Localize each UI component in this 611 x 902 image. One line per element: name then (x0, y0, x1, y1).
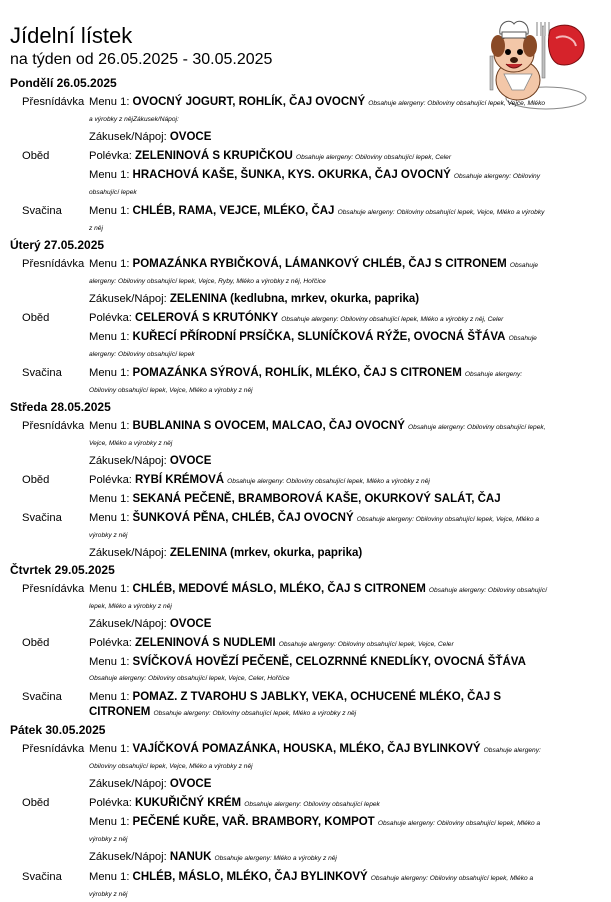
meal-row (0, 742, 611, 792)
dish-name: PEČENÉ KUŘE, VAŘ. BRAMBORY, KOMPOT (132, 816, 375, 828)
meal-name: Svačina (22, 871, 62, 883)
meal-items (89, 149, 547, 200)
meal-row (0, 257, 611, 307)
menu-item (89, 617, 547, 632)
allergen-info: Obsahuje alergeny: Obiloviny obsahující lepek, Celer (295, 154, 452, 161)
day-section (0, 398, 611, 561)
allergen-info: Obsahuje alergeny: Obiloviny obsahující lepek, Mléko a výrobky z něj (89, 875, 534, 898)
week-range: na týden od 26.05.2025 - 30.05.2025 (10, 51, 273, 68)
menu-item (89, 454, 547, 469)
dish-name: CHLÉB, MEDOVÉ MÁSLO, MLÉKO, ČAJ S CITRONEM (132, 583, 426, 595)
dish-name: POMAZ. Z TVAROHU S JABLKY, VEKA, OCHUCENÉ MLÉKO, ČAJ S CITRONEM (89, 691, 502, 718)
menu-item (89, 655, 547, 686)
meal-row (0, 636, 611, 686)
allergen-info: Obsahuje alergeny: Obiloviny obsahující lepek, Mléko a výrobky z něj (89, 587, 547, 610)
item-label: Zákusek/Nápoj: (89, 131, 167, 143)
allergen-info: Obsahuje alergeny: Mléko a výrobky z něj (214, 855, 337, 862)
menu-item (89, 546, 547, 561)
item-label: Menu 1: (89, 367, 130, 379)
meal-name: Svačina (22, 512, 62, 524)
meal-items (89, 257, 547, 307)
item-label: Polévka: (89, 150, 132, 162)
dish-name: ZELENINOVÁ S NUDLEMI (135, 637, 276, 649)
meal-items (89, 95, 547, 145)
weekly-menu (0, 74, 611, 902)
item-label: Menu 1: (89, 258, 130, 270)
dish-name: POMAZÁNKA SÝROVÁ, ROHLÍK, MLÉKO, ČAJ S CITRONEM (132, 367, 462, 379)
day-title: Pondělí 26.05.2025 (10, 76, 117, 90)
menu-item (89, 292, 547, 307)
item-label: Menu 1: (89, 691, 130, 703)
dish-name: RYBÍ KRÉMOVÁ (135, 474, 225, 486)
meal-items (89, 796, 547, 866)
dish-name: VAJÍČKOVÁ POMAZÁNKA, HOUSKA, MLÉKO, ČAJ BYLINKOVÝ (132, 743, 481, 755)
meal-items (89, 690, 547, 721)
meal-row (0, 582, 611, 632)
meal-items (89, 419, 547, 469)
menu-item (89, 419, 547, 451)
item-label: Polévka: (89, 312, 132, 324)
day-title: Úterý 27.05.2025 (10, 238, 105, 252)
item-label: Zákusek/Nápoj: (89, 778, 167, 790)
day-section (0, 74, 611, 236)
allergen-info: Obsahuje alergeny: Obiloviny obsahující lepek, Mléko a výrobky z něj (153, 710, 357, 717)
menu-item (89, 204, 547, 236)
menu-item (89, 95, 547, 127)
meal-items (89, 742, 547, 792)
meal-row (0, 870, 611, 902)
meal-name: Oběd (22, 797, 50, 809)
day-section (0, 236, 611, 398)
dish-name: NANUK (169, 851, 212, 863)
menu-item (89, 850, 547, 866)
item-label: Zákusek/Nápoj: (89, 618, 167, 630)
dish-name: CHLÉB, MÁSLO, MLÉKO, ČAJ BYLINKOVÝ (132, 871, 368, 883)
item-label: Zákusek/Nápoj: (89, 851, 167, 863)
dish-name: ŠUNKOVÁ PĚNA, CHLÉB, ČAJ OVOCNÝ (132, 512, 354, 524)
item-label: Menu 1: (89, 420, 130, 432)
item-label: Menu 1: (89, 656, 130, 668)
dish-name: KUKUŘIČNÝ KRÉM (135, 797, 242, 809)
allergen-info: Obsahuje alergeny: Obiloviny obsahující lepek, Vejce, Mléko a výrobky z něj (89, 747, 541, 770)
allergen-info: Obsahuje alergeny: Obiloviny obsahující lepek, Vejce, Mléko a výrobky z něj (89, 516, 540, 539)
allergen-info: Obsahuje alergeny: Obiloviny obsahující lepek, Vejce, Celer, Hořčice (89, 675, 290, 682)
allergen-info: Obsahuje alergeny: Obiloviny obsahující lepek (244, 801, 380, 808)
menu-item (89, 796, 547, 812)
item-label: Menu 1: (89, 871, 130, 883)
meal-row (0, 311, 611, 362)
meal-name: Svačina (22, 691, 62, 703)
meal-name: Oběd (22, 637, 50, 649)
item-label: Menu 1: (89, 512, 130, 524)
menu-item (89, 870, 547, 902)
dish-name: ZELENINOVÁ S KRUPIČKOU (135, 150, 293, 162)
dish-name: OVOCE (169, 131, 212, 143)
menu-item (89, 330, 547, 362)
meal-row (0, 95, 611, 145)
meal-row (0, 204, 611, 236)
item-label: Zákusek/Nápoj: (89, 293, 167, 305)
page-title: Jídelní lístek (10, 23, 133, 48)
meal-name: Přesnídávka (22, 96, 85, 108)
menu-item (89, 257, 547, 289)
menu-item (89, 511, 547, 543)
day-section (0, 721, 611, 902)
allergen-info: Obsahuje alergeny: Obiloviny obsahující lepek, Vejce, Celer (278, 641, 454, 648)
allergen-info: Obsahuje alergeny: Obiloviny obsahující lepek, Vejce, Mléko a výrobky z něj (89, 209, 545, 232)
item-label: Zákusek/Nápoj: (89, 455, 167, 467)
day-title: Čtvrtek 29.05.2025 (10, 563, 115, 577)
meal-items (89, 473, 547, 507)
dish-name: SVÍČKOVÁ HOVĚZÍ PEČENĚ, CELOZRNNÉ KNEDLÍKY, OVOCNÁ ŠŤÁVA (132, 656, 526, 668)
menu-item (89, 366, 547, 398)
meal-items (89, 204, 547, 236)
menu-item (89, 582, 547, 614)
meal-items (89, 636, 547, 686)
allergen-info: Obsahuje alergeny: Obiloviny obsahující lepek, Vejce, Mléko a výrobky z něj (89, 424, 546, 447)
allergen-info: Obsahuje alergeny: Obiloviny obsahující lepek, Mléko a výrobky z něj (89, 820, 541, 843)
allergen-info: Obsahuje alergeny: Obiloviny obsahující lepek, Vejce, Mléko a výrobky z nějZákusek/Nápoj: (89, 100, 546, 123)
meal-row (0, 419, 611, 469)
meal-name: Oběd (22, 150, 50, 162)
menu-item (89, 690, 547, 721)
meal-row (0, 473, 611, 507)
menu-item (89, 815, 547, 847)
dish-name: BUBLANINA S OVOCEM, MALCAO, ČAJ OVOCNÝ (132, 420, 405, 432)
dish-name: ZELENINA (mrkev, okurka, paprika) (169, 547, 363, 559)
meal-row (0, 690, 611, 721)
meal-row (0, 149, 611, 200)
dish-name: SEKANÁ PEČENĚ, BRAMBOROVÁ KAŠE, OKURKOVÝ SALÁT, ČAJ (132, 493, 501, 505)
meal-row (0, 366, 611, 398)
meal-row (0, 511, 611, 561)
menu-item (89, 168, 547, 200)
meal-name: Oběd (22, 474, 50, 486)
menu-item (89, 311, 547, 327)
meal-name: Oběd (22, 312, 50, 324)
dish-name: OVOCE (169, 618, 212, 630)
menu-item (89, 492, 547, 507)
meal-items (89, 366, 547, 398)
allergen-info: Obsahuje alergeny: Obiloviny obsahující lepek, Vejce, Mléko a výrobky z něj (89, 371, 523, 394)
allergen-info: Obsahuje alergeny: Obiloviny obsahující lepek, Mléko a výrobky z něj, Celer (281, 316, 504, 323)
item-label: Menu 1: (89, 205, 130, 217)
item-label: Polévka: (89, 637, 132, 649)
item-label: Menu 1: (89, 583, 130, 595)
allergen-info: Obsahuje alergeny: Obiloviny obsahující lepek, Mléko a výrobky z něj (227, 478, 430, 485)
meal-name: Přesnídávka (22, 583, 85, 595)
dish-name: CHLÉB, RAMA, VEJCE, MLÉKO, ČAJ (132, 205, 335, 217)
day-title: Pátek 30.05.2025 (10, 723, 106, 737)
meal-items (89, 511, 547, 561)
allergen-info: Obsahuje alergeny: Obiloviny obsahující lepek (89, 335, 537, 358)
allergen-info: Obsahuje alergeny: Obiloviny obsahující lepek, Vejce, Ryby, Mléko a výrobky z něj, Hořčice (89, 262, 539, 285)
meal-items (89, 870, 547, 902)
item-label: Menu 1: (89, 96, 130, 108)
meal-name: Přesnídávka (22, 743, 85, 755)
meal-items (89, 582, 547, 632)
day-section (0, 561, 611, 721)
item-label: Menu 1: (89, 743, 130, 755)
allergen-info: Obsahuje alergeny: Obiloviny obsahující lepek (89, 173, 540, 196)
menu-item (89, 473, 547, 489)
menu-item (89, 149, 547, 165)
item-label: Zákusek/Nápoj: (89, 547, 167, 559)
dish-name: OVOCE (169, 778, 212, 790)
dish-name: OVOCNÝ JOGURT, ROHLÍK, ČAJ OVOCNÝ (132, 96, 366, 108)
meal-row (0, 796, 611, 866)
menu-item (89, 742, 547, 774)
meal-name: Svačina (22, 205, 62, 217)
item-label: Menu 1: (89, 331, 130, 343)
item-label: Menu 1: (89, 493, 130, 505)
menu-item (89, 130, 547, 145)
dish-name: CELEROVÁ S KRUTÓNKY (135, 312, 279, 324)
menu-item (89, 777, 547, 792)
day-title: Středa 28.05.2025 (10, 400, 111, 414)
item-label: Polévka: (89, 474, 132, 486)
menu-item (89, 636, 547, 652)
dish-name: ZELENINA (kedlubna, mrkev, okurka, paprika) (169, 293, 420, 305)
meal-name: Přesnídávka (22, 258, 85, 270)
dish-name: OVOCE (169, 455, 212, 467)
meal-name: Přesnídávka (22, 420, 85, 432)
item-label: Polévka: (89, 797, 132, 809)
dish-name: KUŘECÍ PŘÍRODNÍ PRSÍČKA, SLUNÍČKOVÁ RÝŽE, OVOCNÁ ŠŤÁVA (132, 331, 506, 343)
meal-items (89, 311, 547, 362)
item-label: Menu 1: (89, 816, 130, 828)
item-label: Menu 1: (89, 169, 130, 181)
meal-name: Svačina (22, 367, 62, 379)
dish-name: HRACHOVÁ KAŠE, ŠUNKA, KYS. OKURKA, ČAJ OVOCNÝ (132, 169, 451, 181)
dish-name: POMAZÁNKA RYBIČKOVÁ, LÁMANKOVÝ CHLÉB, ČAJ S CITRONEM (132, 258, 507, 270)
